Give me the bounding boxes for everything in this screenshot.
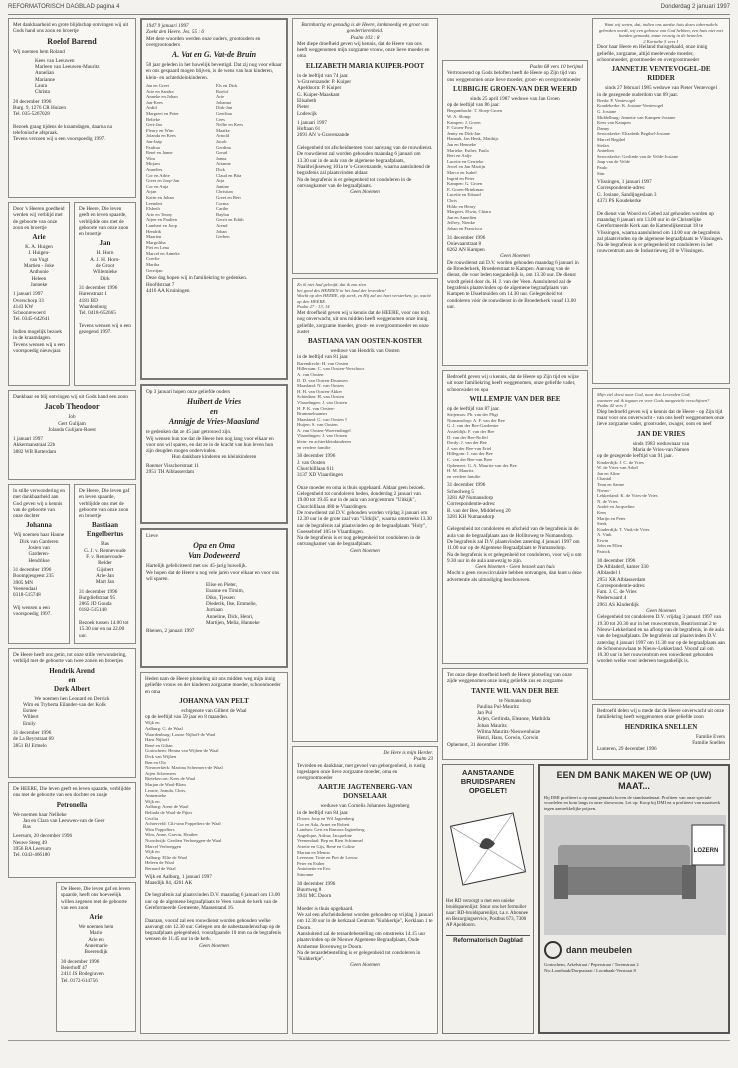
notice-name: Petronella <box>56 800 88 809</box>
birth-notice-arie-huigen <box>8 202 70 386</box>
notice-sub: weduwe van Hendrik van Oosten <box>330 348 400 355</box>
death-notice-van-pelt <box>140 672 288 1034</box>
ad-body: Het RD verzorgt u met een unieke bruidsparenlijst: Stuur ons het formulier naar: RD-bruidsparenlijst, t.a.v. Abonnee en Bezorgingservice, Postbus 673, 7300 AP Apeldoorn. <box>446 899 529 928</box>
death-notice-kuiper <box>292 18 438 274</box>
notice-family: Gert Gulijam Jolanda Gulijam-Roest <box>48 420 96 433</box>
notice-sub: Job <box>68 414 76 421</box>
notice-footer: 31 december 1996 Burgdiefstraat 95 2865 JD Gouda 0182-515148 Bezoek tussen 14.00 tot 15.30 uur en na 22.00 uur. <box>79 588 129 639</box>
notice-family: H. Horn A. J. H. Horn- de Groot Willemieke Dirk <box>90 250 120 282</box>
notice-sign: Geen bloemen <box>199 942 229 949</box>
notice-verse: Want wij weten, dat, indien ons aardse huis dezes tabernakels gebroken wordt, wij een gebouw van God hebben, een huis niet met handen gemaakt, maar eeuwig in de hemelen. 2 Korinthe 5 vers 1 <box>598 22 724 44</box>
notice-family: Kees van Leeuwen Marleen van Leeuwen-Mauritz Annelian Marianne Laura Christa <box>35 57 100 96</box>
notice-age: op de leeftijd van 59 jaar en 8 maanden. <box>145 714 229 721</box>
notice-intro: Heden nam de Heere plotseling uit ons midden weg mijn innig geliefde vrouw en der kinderen zorgzame moeder, schoonmoeder en oma <box>145 676 281 695</box>
notice-footer: Ophemert, 31 december 1996 <box>447 741 509 748</box>
page-bottom-rule <box>8 1040 730 1057</box>
notice-family: 's-Gravenzande: P. Kuiper Apeldoorn: P. Kuiper G. Kuiper-Maaskant Elisabeth Pieter Lodewijk <box>297 79 352 117</box>
ad-logo: dann meubelen <box>566 945 633 956</box>
header-left: REFORMATORISCH DAGBLAD pagina 4 <box>8 4 120 10</box>
notice-intro: Met dankbaarheid en grote blijdschap ontvingen wij uit Gods hand ons zoon en broertje <box>13 22 129 35</box>
notice-family: Wim en Tryberta Eilander-van der Kolk Esmee Wilbert Emily <box>23 701 106 727</box>
notice-intro: Bedroefd geven wij u kennis, dat de Heere op Zijn tijd en wijze uit onze familiekring heeft weggenomen, onze geliefde vader, schoonvader en opa <box>447 374 579 393</box>
notice-sign: Geen bloemen <box>350 547 380 554</box>
page-header <box>8 4 730 15</box>
notice-intro: De HEERE, Die leven geeft en leven spaarde, verblijdde ons met de geboorte van een dochter en zusje <box>13 786 131 799</box>
notice-family-right: Els en Dick Roelof Arie Johanna Dirk-Jan Geerlina Cees Nellie en Kees Maaike Arnold Jacob Gerdina Gerad Janna Arianne Dick Claud en Bita Arja Jantine Christian Greet en Bert Corma Carthe Baylan Gerrit en Edith Arend Johan Gerben <box>216 83 244 240</box>
notice-name: Bastiaan Engelbertus <box>86 521 124 539</box>
notice-footer: 20 december 1996 Burg. 9, 1276 CR Huizen Tel. 035-5267028 Bezoek graag tijdens de kraamdagen, daarna na telefonische afspraak. Tevens verzoen wij u een voorspoedig 1997. <box>13 98 112 143</box>
notice-family: Strijensas: Ph. van der Pligt Numansdorp: A. F. van der Ree G. J. van der Bee-Gardenier Assteldijk: F. van der Bee D. van der Bee-Roffel Derdy: J. van der Bee J. van der Bee-van Ertel Hillegom: J. van der Bee C. van der Bee-van Bree Ophemert: G. A. Mauritz-van der Bee H. M. Mauritz en verdere familie <box>447 412 517 479</box>
notice-name: A. Vat en G. Vat-de Bruin <box>171 50 257 60</box>
death-notice-van-oosten <box>292 278 438 742</box>
notice-footer: 30 december 1996 De Albladerf, kamer 330 Alblasdel 1 2951 XR Alblasserdam Correspondentie-adres: Fam. J. C. de Vries Nederwaard 4 2961 AS Kinderdijk <box>597 557 649 608</box>
birth-notice-johanna <box>8 484 70 644</box>
ad-dm-bank <box>538 764 730 1034</box>
notice-family-left: Jan en Greet Arie en Sandra Anneke en Johan Jan-Kees Ardid Margreet en Peter Belieke Gert-Jan Fleury en Wim Jolanda en Kees Jan-Jaap Paulina René en Janne Wim Mirjam Annelies Cor en Adrie Greet en Joop-Jan Cor en Anja Arjan Karin en Johan Leendert Elsbeth Arie en Teuny Arjen en Paulien Lambert en Joop Hendrik Maarten Margriltha Piet en Lena Marcel en Anneke Coerlie Martha Gerritjan <box>146 83 180 273</box>
notice-family: Familie Evers Familie Snellen <box>692 733 725 746</box>
anniversary-notice-dodeweerd <box>140 528 288 668</box>
notice-footer: 1 januari 1997 Akkermanstraat 22b 3882 WB Rotterdam <box>13 436 57 455</box>
notice-family: Dirk van Garderen Josien van Garderen- Hendrikse <box>19 538 59 564</box>
notice-intro: De Heere, Die leven geeft en leven spaarde, verblijdde ons met de geboorte van onze zoon en broertje <box>79 206 129 238</box>
notice-name: JAN DE VRIES <box>636 429 686 438</box>
notice-sub: We noemen hem Mario <box>78 924 114 937</box>
anniversary-notice-vat <box>140 18 288 380</box>
notice-intro: Vertrouwend op Gods beloften heeft de Heere op Zijn tijd van ons weggenomen onze lieve moeder, groot- en overgrootmoeder <box>447 70 581 83</box>
ad-title: EEN DM BANK MAKEN WE OP (UW) MAAT... <box>556 770 712 791</box>
notice-body: Gelegenheid tot condoleren D.V. vrijdag 3 januari 1997 van 19.30 tot 20.30 uur in het rouwcentrum, Beatrixstraat 2 te Nieuw-Lekkerland en na afloop van de begrafenis, in de aula van de begraafplaats. De begrafenis zal plaatsvinden D.V. zaterdag 4 januari 1997 om 11.30 uur op de begraafplaats aan de Schoonouwlaan te Nieuw-Lekkerland. Vooraf zal om 10.30 uur in het rouwcentrum een rouwdienst gehouden worden welke voor iedereen toegankelijk is. <box>597 614 725 665</box>
notice-family: Kinderdijk: J. C. de Vries W. de Vries-van Arkel Jan en Aline Chantal Teun en Sanne Nieuw- Lekkerland: K. de Vries-de Vries N. de Vries André en Jacqueline Kees Marijn en Peter Sierk Kinderdijk: T. Vink-de Vries A. Vink Erwin John en Ellen Patrick <box>597 459 658 555</box>
notice-verse: Psalm 68 vers 10 berijmd <box>529 64 583 70</box>
notice-name: Johanna <box>26 521 52 530</box>
notice-intro: Met droefheid geven wij u kennis dat de HEERE, voor ons toch nog onverwacht, uit ons midden heeft weggenomen onze innig geliefde, zorgzame moeder, groot- en overgrootmoeder en onze zuster <box>297 309 430 335</box>
notice-family: Arie en Annemarie Boerendijk <box>84 936 108 956</box>
notice-age: in de gezegende ouderdom van 89 jaar. <box>597 91 679 98</box>
notice-footer: Wijk en Aalburg, 1 januari 1997 Maasdijk 84, 4261 AK De begrafenis zal plaatsvinden D.V. maandag 6 januari om 13.00 uur op de algemene begraafplaats te Veen vanuit de kerk van de Gereformeerde Gemeente, Maasentand 16. Daaraan, vooraf zal een rouwdienst worden gehouden welke aanvangt om 12.30 uur. Gelegen om de nabestaandenschap op de begraafplaats gelegenheid, voorafgaande 10 mm na de begrafenis wensen de 11.45 uur in de kerk. <box>145 873 281 943</box>
notice-intro: Tot onze diepe droefheid heeft de Heere plotseling van onze zijde weggenomen onze innig geliefde zus en zorgzame <box>447 672 572 685</box>
notice-family: Barendrecht: H. van Oosten Hillersum: C. van Oosten-Verschoor A. van Oosten D. D. van Oosten-Druuwen Maasland: N. van Oosten H. H. van Oosten-Akker Schiedam: H. van Oosten Vlaardingen: J. van Oosten H. P. K. van Oosten- Brummelraamer Maasland: G. van Oosten † Huijen: S. van Oosten A. van Oosten-Woerendingel Vlaardingen: J. van Oosten klein- en achterkleinkinderen en verdere familie <box>297 360 365 450</box>
notice-intro: Door 's Heeren goedheid werden wij verblijd met de geboorte van onze zoon en broertje <box>13 206 65 231</box>
notice-body: De rouwdienst zal D.V. worden gehouden maandag 6 januari in de Broederkerk, Broederstraat te Kampen. Aanvang van de dienst, die voor leden toegankelijk is, om 13.30 uur. De dienst wordt geleid door ds. H. J. van der Veen. Aansluitend zal de begrafenis plaatsvinden op de algemene begraafplaats van Kampen te IJsselmuiden om 14.30 uur. Gelegenheid tot condoleren vóór de rouwdienst in de Broederkerk vanaf 13.00 uur. <box>447 259 579 310</box>
death-notice-jan-de-vries <box>592 388 730 700</box>
notice-intro: Lieve <box>146 533 158 539</box>
death-notice-jagtenberg <box>292 746 438 1034</box>
notice-footer: 31 december 1996 Boompjesgeest 235 3905 MN Veenendaal 0318-515748 Wij wensen u een voorspoedig 1997. <box>13 566 54 618</box>
notice-footer: 31 december 1996 Ooievaarstraat 8 8262 AN Kampen <box>447 234 486 254</box>
notice-family: Wijk en Aalburg: G. de Waal Waardenburg: Louise Nijhoff-de Waal Hans Nijhoff René en Gilian Gorinchem: Henna van Wijhen-de Waal Dick van Wijhen Ben en Ola Nieuwerkerk: Martina Schermers-de Waal Arjen Schermers Rietekercort: Kees de Waal Marjan de Waal-Blom Leonie, Joanda, Chris, Annemieke Wijk en Aalburg: Arent de Waal Belinda de Waal-de Pijter Cecilia Achterveld: Cili-sinn Poppeliers-de Waal Wim Poppeliers Wim, Anne, Gravin, Heather Noordwijk: Gerdien Verhoeggen-de Waal Marcel Verhoeggen Wijk en Aalburg: Ellie de Waal Heleen de Waal Bernard de Waal <box>145 720 223 871</box>
notice-name: JOHANNA VAN PELT <box>179 696 249 705</box>
notice-sub: sinds 27 februari 1985 weduwe van Pieter Ventevogel <box>605 85 717 92</box>
notice-family: Breda: P. Ventevogel Koudekerke: K. Josiane-Ventevogel G. Josiane Middelburg: Jeanette van Kampen-Josiane Kees van Kampen Danny Serooskerke: Elizabeth Begthel-Josiane Marcel Begthel Stefan Annelien Serooskerke: Gerlinde van de Velde-Josiane Jaap van de Velde Paulo Sim <box>597 97 679 176</box>
notice-name: Jan <box>99 239 111 248</box>
notice-footer: 31 december 1996 Schoolweg 5 3281 AP Numansdorp Correspondentie-adres: B. van der Bee, Middelweg 20 3281 KH Numansdorp Gelegenheid tot condoleren en afscheid van de begrafenis in de aula van de begraafplaats aan de Hollitoweg te Numansdorp. De begrafenis zal D.V. plaatsvinden zaterdag 4 januari 1997 om 11.00 uur op de Algemene Begraafplaats te Numansdorp. Na de begrafenis is er gelegenheid tot condoleren, voor wij u om 9.30 uur in de aula aanwezig te zijn. <box>447 482 582 564</box>
notice-name: Jacob Theodoor <box>44 402 100 412</box>
notice-verse: De Here is mijn Herder. Psalm 23 <box>383 750 433 763</box>
notice-family: G. J. v. Rennevoude F. v. Rennevoude- Belder Gijsbert Arie-Jan Mart Jan <box>84 547 126 586</box>
notice-footer: 31 december 1996 Harenstraat 1 4181 BD Waardenburg Tel. 0418-652665 Tevens wensen wij u een gezegend 1997. <box>79 284 131 336</box>
notice-footer: 1 januari 1997 Overschorp 33 4143 KW Schoonrewoerd Tel. 0345-642641 Indien mogelijk bezoek in de kraamdagen. Tevens wensen wij u een voorspoedig nieuwjaar. <box>13 291 65 354</box>
dann-logo-icon <box>544 941 562 959</box>
notice-age: in de leeftijd van 74 jaar. <box>297 72 349 79</box>
death-notice-van-der-bee <box>442 370 588 664</box>
notice-family: Hun dankbare kinderen en kleinkinderen <box>171 454 257 461</box>
notice-name: AARTJE JAGTENBERG-VAN DONSELAAR <box>317 783 413 801</box>
notice-note: Mocht u geen rouwcirculaire hebben ontvangen, dan kunt u deze advertentie als uitnodiging beschouwen. <box>447 570 582 583</box>
death-notice-groen <box>442 60 588 366</box>
notice-name: BASTIANA VAN OOSTEN-KOSTER <box>307 337 423 346</box>
notice-intro: De Heere, Die leven gaf en leven spaarde, verblijdde ons met de geboorte van onze zoon en broertje <box>79 488 130 520</box>
notice-sub: weduwe van Cornelis Johannes Jagtenberg <box>320 803 410 810</box>
notice-age: op de leeftijd van 87 jaar. <box>447 405 500 412</box>
notice-footer: 30 december 1996 Beierhoff 47 2411 JS Bodegraven Tel. 0172-614756 <box>61 958 104 984</box>
notice-footer: 31 december 1996 de La Beyrstraat 69 3851 BJ Ermelo <box>13 730 54 749</box>
notice-footer: 1 januari 1997 Hoftaan 61 2691 AN 's-Gravenzande Gelegenheid tot afscheidnemen voor aanvang van de rouwdienst. De rouwdienst zal worden gehouden maandag 6 januari om 13.30 uur in de aula van de algemene begraafplaats, Naaldwijkseweg 101a te 's-Gravenzande, waarna aansluitend de begrafenis zal plaatsvinden aldaar. Na de begrafenis is er gelegenheid tot condoleren in de ontvangkamer van de begraafplaats. <box>297 119 433 189</box>
notice-sign: Geen bloemen <box>350 189 380 196</box>
ad-body: Bij DMI profiteert u op maat gemaakt boven de standaardmaat. Profiteer van onze speciale voordelen en kom langs in onze showroom. Let op: Koop bij DMI en u profiteert van maatwerk tegen aantrekkelijke prijzen. <box>544 795 721 811</box>
notice-body: te gedenken dat ze 45 jaar getrouwd zijn. Wij wensen hun toe dat de Heere hen nog lang voor elkaar en voor ons wil sparen, en dat ze in de kracht van hun leven hun zijn deugden mogen ondervinden. <box>146 429 274 455</box>
death-notice-tante-wil <box>442 668 588 760</box>
notice-intro: Diep bedroefd geven wij u kennis dat de Heere - op Zijn tijd maar voor ons onverwacht - van ons heeft weggenomen onze lieve zorgzame vader, grootvader, zwager, oom en neef <box>597 408 725 428</box>
notice-age: in de leeftijd van 81 jaar. <box>297 354 349 361</box>
birth-notice-bastiaan <box>74 484 136 644</box>
notice-body: 50 jaar geleden in het huwelijk bevestigd. Dat zij nog voor elkaar en ons gespaard mogen blijven, is de wens van hun kinderen, klein- en achterkleinkinderen. <box>146 62 282 81</box>
notice-footer: Roemer Visscherstraat 11 2951 TH Alblasserdam <box>146 462 199 476</box>
birth-notice-twins <box>8 648 136 778</box>
ad-badge: LOZERN <box>693 848 719 854</box>
notice-footer: 30 december 1996 Buurtweg 8 3941 MC Doorn Moeder is thuis opgebaard. We zal een afscheidsdienst worden gehouden op vrijdag 3 januari om 12.30 uur in de kerkzaal Centrum "Kuhkerkje", Kerklaan 1 te Doorn. Aansluitend zal de teraardebestelling om omstreeks 14.15 uur plaatsvinden op de Nieuwe Algemene Begraafplaats, Oude Arnhemse Bovenweg te Doorn. Na de teraardebestelling is er gelegenheid tot condoleren in "Kuhkerkje". <box>297 880 433 963</box>
notice-footer: Lunteren, 29 december 1996 <box>597 746 657 753</box>
notice-intro: Op 3 januari hopen onze geliefde ouders <box>146 389 231 395</box>
notice-sub: Bas <box>101 541 109 548</box>
birth-notice-arie-boerendijk <box>56 882 136 1032</box>
notice-intro: Met dere woorden werden onze ouders, grootouders en overgrootouders <box>146 35 261 48</box>
ad-bruidsparen <box>442 764 534 1034</box>
notice-family: Jan en Clara van Leeuwen-van de Geer Bas <box>23 817 105 831</box>
notice-sub: sinds 1983 weduwnaar van Maria de Vries-van Namen <box>632 440 690 453</box>
notice-family: K. A. Huigen J. Huigen- van Vugt Martien - Joke Anthonie Heleen Janneke <box>23 244 55 288</box>
notice-sign: Geen bloemen <box>350 962 380 969</box>
notice-name: WILLEMPJE VAN DER BEE <box>469 394 561 403</box>
notice-sub: We noemen haar Nellieke <box>13 811 67 818</box>
notice-family: Doorn: Joop en Wil Jagtenberg Cor en Ada, Arnet en Robert Landsm: Gert en Ramora Jagtenberg Angelique, Arthur, Jacqueline Veenendaal: Bep en Rien Schimmel Ariette en Gijs, René en Coline Marian en Menno Leersum: Tinie en Piet de Leeuw Peter en Esther Antoinette en Eric Simonne <box>297 816 365 878</box>
birth-notice-jacob <box>8 390 136 480</box>
notice-intro: Met diepe droefheid geven wij kennis, dat de Heere van ons heeft weggenomen mijn zorgzame vrouw, onze lieve moeder en oma <box>297 40 430 60</box>
notice-verse: Zo ik niet had geloofd, dat ik zou zien het goed des HEEREN in het land der levenden! Wacht op den HEERE, zijt sterk, en Hij zal uw hart versterken; ja, wacht op den HEERE. Psalm 27 : 13, 14 <box>297 282 431 310</box>
notice-name: LUBBIGJE GROEN-VAN DER WEERD <box>452 84 577 93</box>
death-notice-ventevogel <box>592 18 730 384</box>
notice-body: Hartelijk gefeliciteerd met uw 45-jarig huwelijk. We hopen dat de Heere u nog vele jaren voor elkaar en voor ons wil sparen. <box>146 563 280 582</box>
birth-notice-roelof <box>8 18 136 198</box>
gift-envelope-icon <box>446 799 530 895</box>
notice-intro: Dankbaar en blij ontvingen wij uit Gods hand een zoon <box>13 394 128 400</box>
notice-name: Arie <box>32 233 46 242</box>
notice-sign: Geen bloemen <box>646 608 676 615</box>
notice-footer: Rhenen, 2 januari 1997 <box>146 628 195 635</box>
notice-name: HENDRIKA SNELLEN <box>624 722 698 731</box>
notice-verse: Barmhartig en genadig is de Heere, lankmoedig en groot van goedertierenheid. Psalm 103 : 8 <box>301 22 429 41</box>
death-notice-snellen <box>592 704 730 760</box>
notice-sub: sinds 25 april 1987 weduwe van Jan Groen <box>470 95 560 102</box>
ad-footer: Gorinchem, Arkelstraat / Peperstraat / Torenstraat 2 Nic.Loonbaak/Dorpsstraat / Loonbaak-Verstraat 8 <box>544 962 639 973</box>
ad-logo: Reformatorisch Dagblad <box>446 935 530 944</box>
notice-family: Elise en Pieter, Esanne en Tirnim, Diko, Tjessen Diederik, Ilse, Emmelie, Jurriaan Anneline, Dick, Henri, Martijen, Melia, Hanneke <box>206 582 260 626</box>
birth-notice-petronella <box>8 782 136 878</box>
notice-name: Huibert de Vries en Annigje de Vries-Maasland <box>168 397 260 427</box>
notice-footer: 30 december 1996 J. van Oosten Churchilllaan 611 3137 XD Vlaardingen Onze moeder en oma is thuis opgebaard. Aldaar geen bezoek. Gelegenheid tot condoleren heden, donderdag 2 januari van 19.00 tot 19.45 uur in de aula van zorgcentrum "Uitkijk", Churchilllaan 480 te Vlaardingen. De rouwdienst zal D.V. gehouden worden vrijdag 3 januari om 12.30 uur in de grote zaal van "Uitkijk", waarna omstreeks 13.30 uur de begrafenis zal plaatsvinden op de begraafplaats "Holy", Goessebrief 105 te Vlaardingen. Na de begrafenis is er nog gelegenheid tot condoleren in de ontvangkamer van de begraafplaats. <box>297 453 432 548</box>
notice-footer: Leersum, 20 december 1996 Neuwe Steeg 49 3956 BA Leersum Tel. 0343-466180 <box>13 833 73 859</box>
notice-family: Paulina Pul-Mauritz Jan Pul Arjen, Gerlinda, Eleanne, Mathilda Johan Mauritz Wilma Mauritz-Nieuwenhuize Henri, Hans, Corwin, Corwin <box>477 703 551 742</box>
notice-footer: Vlissingen, 1 januari 1997 Correspondentie-adres: G. Josiane, Sandijngeslaan 3 4371 PS Koudekerke De dienst van Woord en Gebed zal gehouden worden op maandag 6 januari om 13.00 uur in de Christelijke Gereformeerde Kerk aan de Kattendijkestraat 18 te Vlissingen, waarna aansluitend om 14.00 uur de begrafenis zal plaatsvinden op de algemene begraafplaats te Vlissingen. Na de begrafenis is er gelegenheid tot condoleren in het rouwcentrum aan de Industrieweg 20 te Vlissingen. <box>597 179 724 255</box>
notice-name: JANNETJE VENTEVOGEL-DE RIDDER <box>611 65 711 83</box>
notice-age: op de gezegende leeftijd van 91 jaar. <box>597 453 673 460</box>
notice-sub: echtgenote van Gilbert de Waal <box>181 707 247 714</box>
notice-footer: Deze dag hopen wij in familiekring te gedenken. Hoofdstraat 7 4416 AA Kruiningen <box>146 275 248 294</box>
notice-intro: In stille verwondering en met dankbaarheid aan God geven wij u kennis van de geboorte van onze dochter <box>13 488 66 520</box>
notice-verse: Mijn ziel dorst naar God, naar den Levenden God; wanneer zal ik ingaan en voor Gods aangezicht verschijnen? Psalm 42 vers 3 <box>597 392 710 409</box>
birth-notice-jan-horn <box>74 202 136 386</box>
notice-name: TANTE WIL VAN DER BEE <box>471 686 559 695</box>
notice-family: Bergambacht: T. Sloep-Groen W. A. Slomp Kampen: J. Groen F. Groen-Post Jenny en Dirk-Jan Hannah, Jan Henk, Matthijs Jan en Henneke Marieke, Esther, Paula Bert en Aafje Lucette en Gerrieke Jewel en Jan Martijn Marco en Isabel Ingrid en Peter Kampen: G. Groen E. Groen-Brinkman Lucette en Eduard Chris Hildo en Henry Margriet, Elwin, Chiara Jan en Annelien Jeffrey, Nienke Johan en Francisca <box>447 108 502 231</box>
notice-name: Hendrik Arend en Derk Albert <box>49 666 95 693</box>
notice-intro: De Heere heeft ons getin, tot onze stille verwondering, verblijd met de geboorte van twee zonen en broertjes <box>13 652 127 665</box>
notice-sign: Geen bloemen - Geen bezoek aan huis <box>475 564 555 571</box>
notice-sub: We noemen hen Leonard en Derrick <box>34 695 110 702</box>
ad-title: AANSTAANDE BRUIDSPAREN OPGELET! <box>460 768 516 795</box>
notice-name: Arie <box>89 913 103 922</box>
notice-intro: De Heere, Die leven gaf en leven spaarde, heeft ons hoeveelijk willen zegenen met de geboorte van een zoon <box>61 886 130 911</box>
notice-intro: Bedroefd delen wij u mede dat de Heere onverwacht uit onze familiekring heeft weggenomen onze geliefde zoon <box>597 708 725 721</box>
notice-name: Roelof Barend <box>47 36 97 46</box>
anniversary-notice-de-vries <box>140 384 288 524</box>
notice-name: ELIZABETH MARIA KUIPER-POOT <box>305 61 425 70</box>
notice-verse: 1947 9 januari 1997 Zoekt den Heere. Jes. 55 : 6 <box>146 23 205 36</box>
notice-sub: Wij noemen haar Hanne <box>13 532 65 539</box>
notice-intro: Tevreden en dankbaar, met gevoel van geborgenheid, is rustig ingeslapen onze lieve zorgzame moeder, oma en overgrootmoeder <box>297 762 426 782</box>
header-right: Donderdag 2 januari 1997 <box>660 4 730 10</box>
notice-age: in de leeftijd van 84 jaar. <box>297 809 349 816</box>
sofa-illustration <box>544 815 726 935</box>
notice-body: Wij noemen hem Roland <box>13 48 65 55</box>
notice-name: Opa en Oma Van Dodeweerd <box>188 541 240 561</box>
notice-sign: Geen bloemen <box>500 253 530 260</box>
notice-intro: Door haar Heere en Heiland thuisgehaald, onze innig geliefde, zorgzame, altijd meelevende moeder, schoonmoeder, grootmoeder en overgrootmoeder <box>597 44 708 63</box>
notice-age: op de leeftijd van 86 jaar. <box>447 102 500 109</box>
notice-sub: te Numansdorp <box>499 697 531 704</box>
